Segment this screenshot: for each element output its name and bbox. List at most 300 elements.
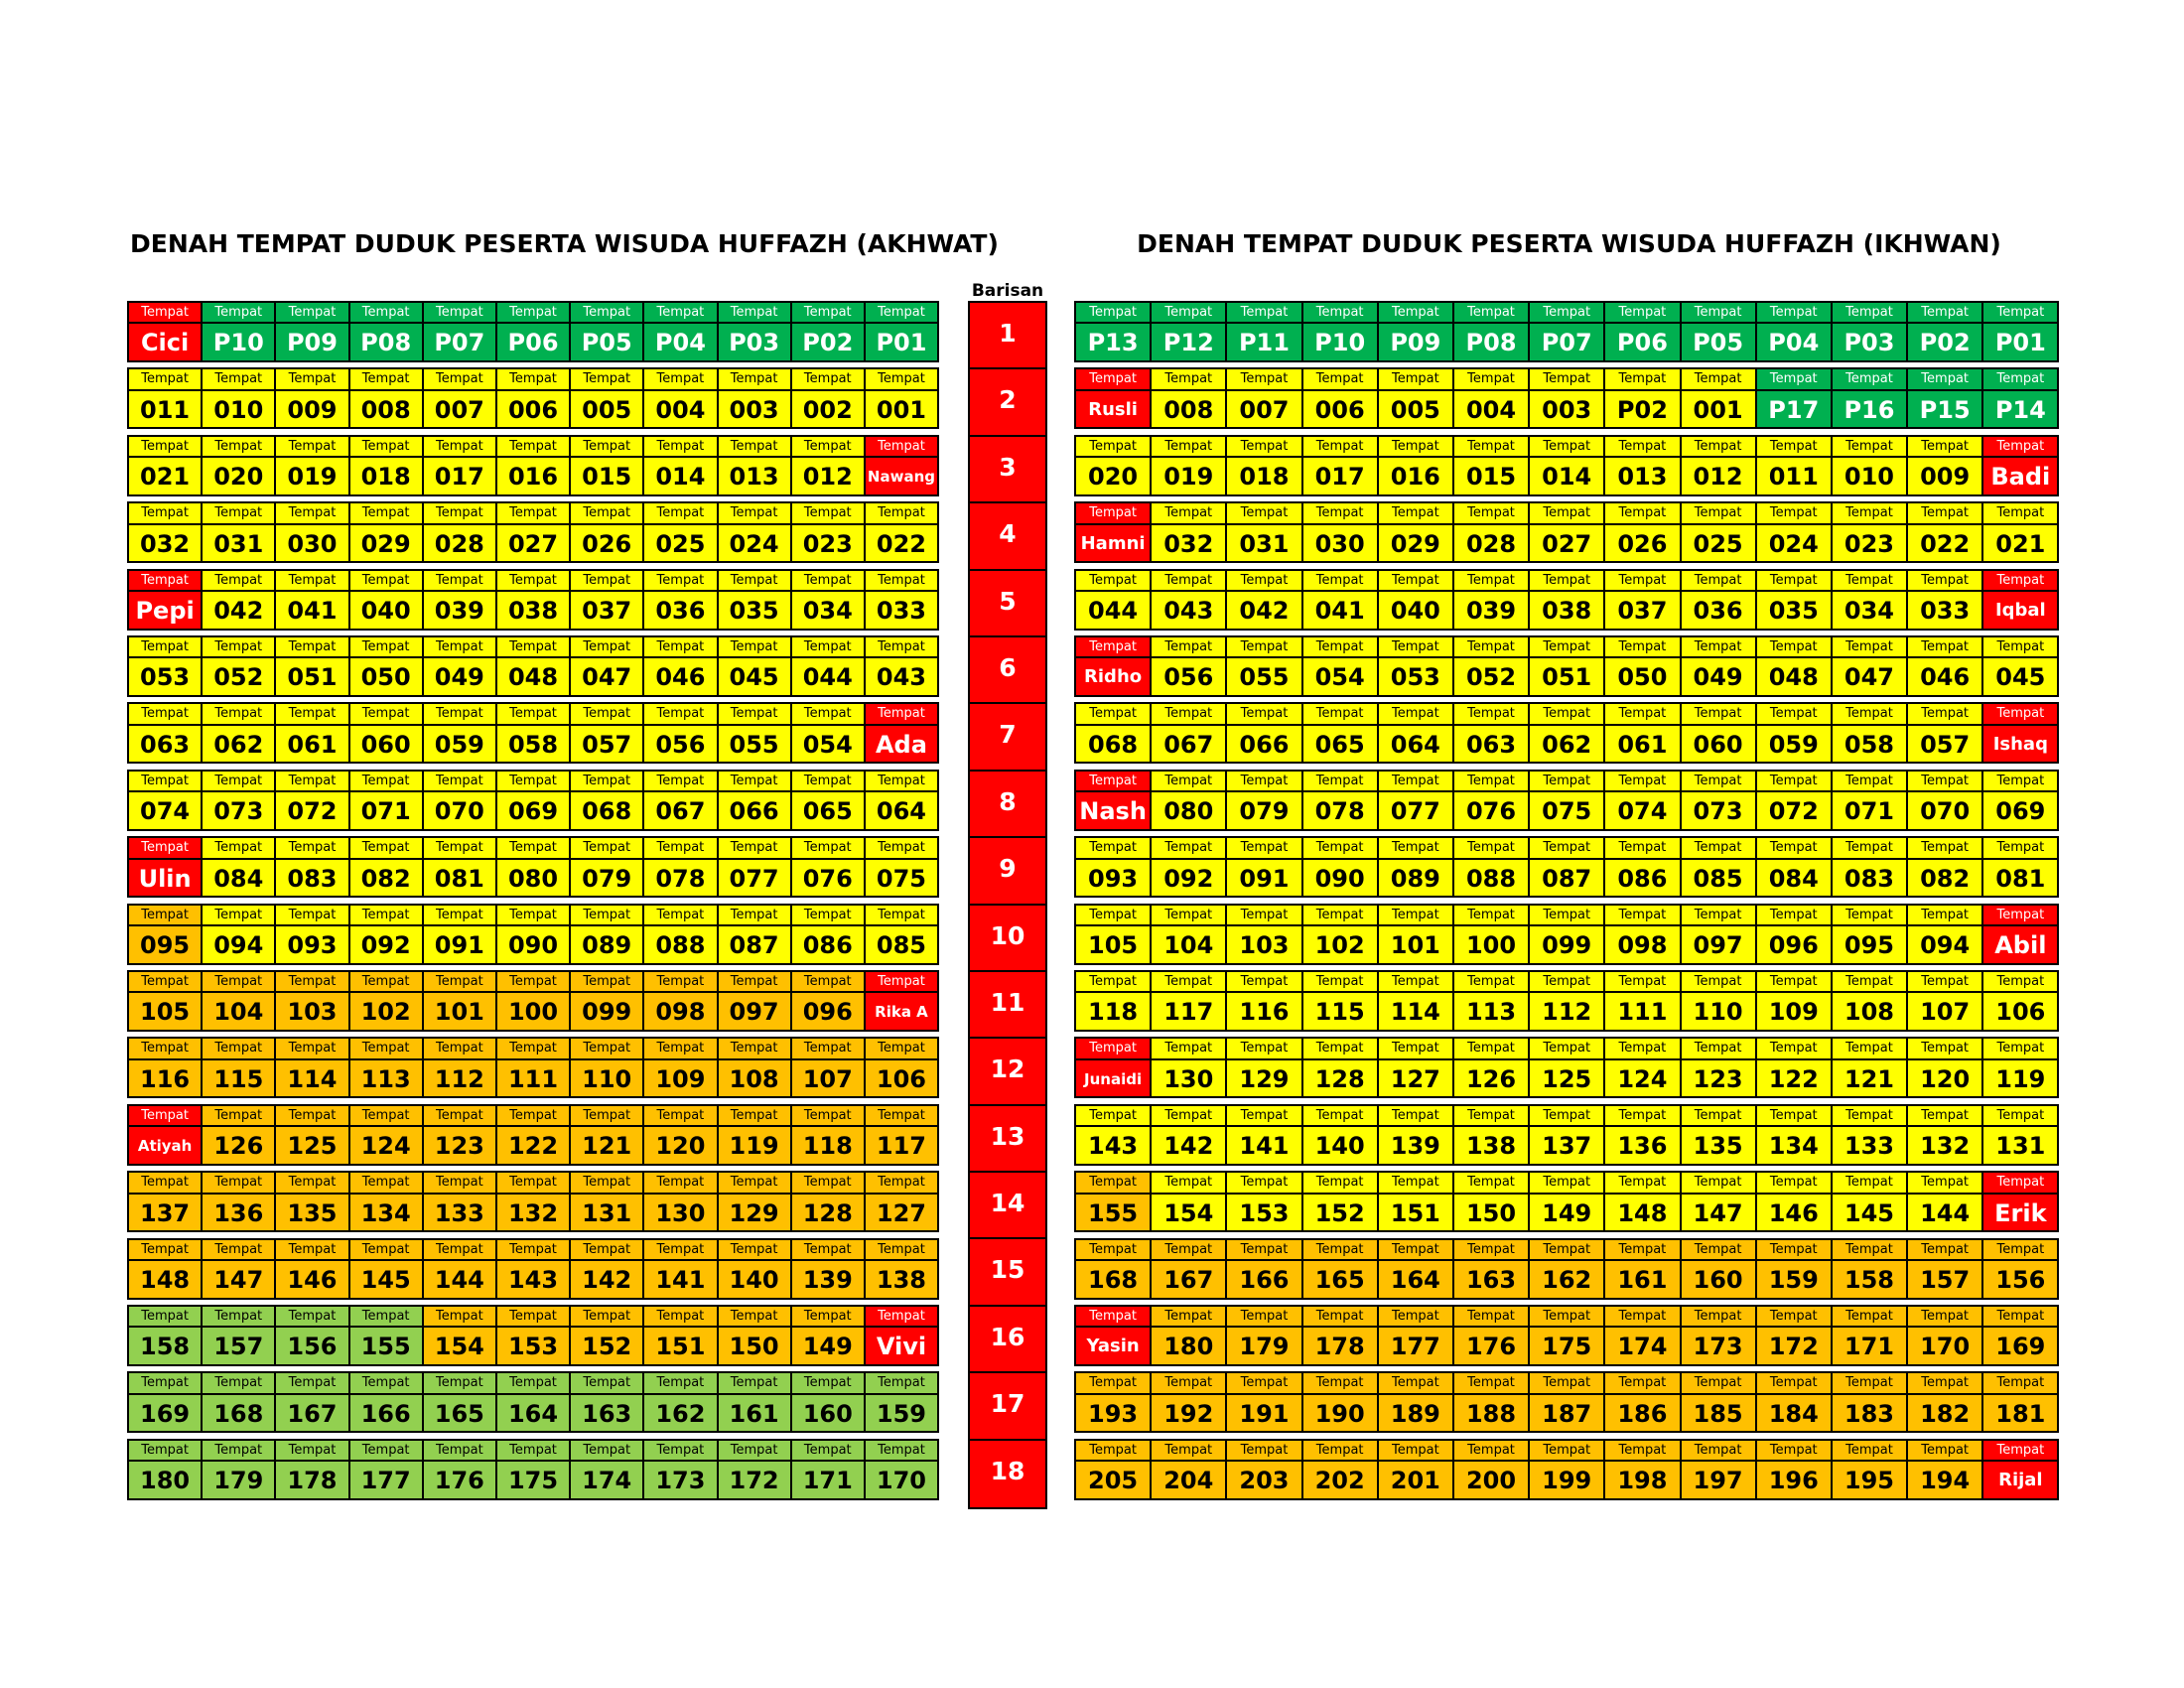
seat-cell: [1152, 972, 1225, 1030]
seat-label: Tempat: [1303, 772, 1377, 790]
seat-label: Tempat: [129, 1173, 201, 1192]
seat-label: Tempat: [571, 571, 642, 590]
seat-number: 013: [1605, 458, 1679, 494]
ikhwan-row-5: [1074, 569, 2059, 631]
seat-number: P12: [1152, 324, 1225, 360]
seat-number: 167: [276, 1395, 347, 1432]
seat-label: Tempat: [792, 1106, 864, 1125]
seat-cell: [1303, 637, 1377, 695]
seat-label: Tempat: [1303, 369, 1377, 388]
seat-number: 069: [1983, 792, 2057, 829]
seat-label: Tempat: [1454, 637, 1528, 656]
seat-cell: [1076, 1106, 1150, 1164]
seat-cell: [1303, 571, 1377, 629]
seat-label: Tempat: [1833, 772, 1906, 790]
seat-number: 053: [129, 658, 201, 695]
seat-label: Tempat: [276, 437, 347, 456]
seat-number: 017: [1303, 458, 1377, 494]
seat-number: 036: [1682, 592, 1755, 629]
seat-label: Tempat: [1908, 503, 1981, 522]
seat-cell: [1227, 369, 1300, 427]
seat-number: 087: [719, 926, 790, 963]
seat-number: 070: [1908, 792, 1981, 829]
barisan-row-number: 11: [970, 972, 1045, 1039]
seat-cell: [1303, 1307, 1377, 1364]
seat-number: 179: [203, 1462, 274, 1498]
seat-label: Tempat: [571, 1039, 642, 1057]
seat-number: 101: [1379, 926, 1452, 963]
seat-label: Tempat: [497, 1106, 569, 1125]
seat-cell: [203, 1173, 274, 1230]
ikhwan-row-7: [1074, 702, 2059, 764]
seat-cell: [129, 303, 201, 360]
seat-number: 049: [424, 658, 495, 695]
seat-label: Tempat: [866, 972, 937, 991]
seat-cell: [1379, 303, 1452, 360]
seat-number: 077: [719, 860, 790, 897]
seat-cell: [1682, 503, 1755, 561]
seat-label: Tempat: [497, 772, 569, 790]
seat-cell: [1983, 704, 2057, 762]
seat-number: 019: [1152, 458, 1225, 494]
seat-label: Tempat: [719, 1240, 790, 1259]
seat-number: 065: [1303, 726, 1377, 763]
seat-number: 132: [497, 1195, 569, 1231]
seat-label: Tempat: [1227, 1106, 1300, 1125]
seat-cell: [276, 1307, 347, 1364]
seat-number: 201: [1379, 1462, 1452, 1498]
seat-label: Tempat: [719, 571, 790, 590]
seat-label: Tempat: [350, 1441, 422, 1460]
seat-number: 144: [1908, 1195, 1981, 1231]
seat-number: 158: [1833, 1261, 1906, 1298]
seat-cell: [792, 1441, 864, 1498]
seat-cell: [129, 437, 201, 494]
seat-number: 097: [1682, 926, 1755, 963]
seat-label: Tempat: [1983, 906, 2057, 924]
seat-label: Tempat: [497, 1307, 569, 1326]
seat-number: 085: [1682, 860, 1755, 897]
seat-cell: [1530, 369, 1603, 427]
seat-number: 155: [350, 1328, 422, 1364]
seat-cell: [129, 1373, 201, 1431]
seat-cell: [1379, 1240, 1452, 1298]
seat-cell: [350, 972, 422, 1030]
seat-number: 111: [497, 1060, 569, 1097]
seat-cell: [644, 503, 716, 561]
seat-number: 177: [1379, 1328, 1452, 1364]
seat-number: 006: [1303, 391, 1377, 428]
seat-number: 018: [1227, 458, 1300, 494]
seat-cell: [571, 571, 642, 629]
seat-cell: [276, 571, 347, 629]
seat-cell: [1227, 1240, 1300, 1298]
seat-label: Tempat: [497, 838, 569, 857]
seat-label: Tempat: [1530, 1039, 1603, 1057]
barisan-row-number: 7: [970, 704, 1045, 771]
seat-number: 018: [350, 458, 422, 494]
seat-label: Tempat: [644, 303, 716, 322]
seat-label: Tempat: [129, 838, 201, 857]
seat-number: 003: [719, 391, 790, 428]
akhwat-title: DENAH TEMPAT DUDUK PESERTA WISUDA HUFFAZH (AKHWAT): [130, 229, 999, 258]
seat-label: Tempat: [1530, 1307, 1603, 1326]
ikhwan-row-13: [1074, 1104, 2059, 1166]
seat-label: Tempat: [1530, 1441, 1603, 1460]
seat-number: 015: [1454, 458, 1528, 494]
seat-number: 130: [644, 1195, 716, 1231]
seat-number: 174: [1605, 1328, 1679, 1364]
seat-number: 139: [792, 1261, 864, 1298]
seat-label: Tempat: [792, 704, 864, 723]
seat-number: 191: [1227, 1395, 1300, 1432]
seat-cell: [1530, 1106, 1603, 1164]
seat-number: 197: [1682, 1462, 1755, 1498]
seat-label: Tempat: [203, 1441, 274, 1460]
seat-cell: [350, 838, 422, 896]
seat-number: 011: [1757, 458, 1831, 494]
seat-cell: [1908, 303, 1981, 360]
seat-cell: [1682, 704, 1755, 762]
seat-cell: [1303, 972, 1377, 1030]
seat-label: Tempat: [1908, 437, 1981, 456]
seat-number: 168: [1076, 1261, 1150, 1298]
seat-cell: [203, 1106, 274, 1164]
seat-cell: [1076, 369, 1150, 427]
seat-cell: [1757, 1307, 1831, 1364]
seat-cell: [1076, 772, 1150, 829]
seat-number: P07: [1530, 324, 1603, 360]
seat-cell: [571, 503, 642, 561]
seat-label: Tempat: [719, 637, 790, 656]
seat-label: Tempat: [792, 571, 864, 590]
seat-cell: [1303, 1240, 1377, 1298]
seat-label: Tempat: [129, 303, 201, 322]
seat-label: Tempat: [1227, 303, 1300, 322]
seat-number: 175: [497, 1462, 569, 1498]
seat-label: Tempat: [497, 1373, 569, 1392]
seat-number: 066: [1227, 726, 1300, 763]
seat-label: Tempat: [497, 1173, 569, 1192]
seat-cell: [497, 772, 569, 829]
seat-cell: [1454, 772, 1528, 829]
seat-label: Tempat: [1227, 1307, 1300, 1326]
seat-cell: [719, 704, 790, 762]
seat-cell: [203, 369, 274, 427]
seat-label: Tempat: [1076, 1441, 1150, 1460]
barisan-row-number: 18: [990, 1456, 1025, 1485]
seat-cell: [203, 1307, 274, 1364]
seat-number: 163: [571, 1395, 642, 1432]
seat-number: 159: [1757, 1261, 1831, 1298]
seat-name: Rika A: [866, 993, 937, 1030]
seat-name: Ridho: [1076, 658, 1150, 695]
seat-label: Tempat: [1379, 303, 1452, 322]
akhwat-row-6: [127, 635, 939, 697]
seat-label: Tempat: [1682, 1441, 1755, 1460]
seat-label: Tempat: [1152, 906, 1225, 924]
seat-cell: [1983, 972, 2057, 1030]
seat-number: 060: [1682, 726, 1755, 763]
seat-label: Tempat: [1833, 303, 1906, 322]
seat-cell: [719, 1441, 790, 1498]
seat-cell: [203, 906, 274, 963]
seat-cell: [1303, 1173, 1377, 1230]
seat-number: 023: [792, 525, 864, 562]
akhwat-row-5: [127, 569, 939, 631]
seat-cell: [129, 1307, 201, 1364]
seat-number: 059: [424, 726, 495, 763]
seat-label: Tempat: [866, 838, 937, 857]
akhwat-row-11: [127, 970, 939, 1032]
seat-cell: [1227, 303, 1300, 360]
seat-label: Tempat: [1454, 1307, 1528, 1326]
seat-label: Tempat: [1605, 437, 1679, 456]
seat-cell: [1379, 1441, 1452, 1498]
seat-number: P03: [1833, 324, 1906, 360]
seat-number: 090: [497, 926, 569, 963]
seat-label: Tempat: [866, 1106, 937, 1125]
seat-number: 162: [1530, 1261, 1603, 1298]
seat-cell: [1757, 972, 1831, 1030]
seat-cell: [497, 369, 569, 427]
seat-label: Tempat: [1833, 1441, 1906, 1460]
seat-label: Tempat: [644, 1307, 716, 1326]
seat-number: P09: [276, 324, 347, 360]
seat-number: 021: [1983, 525, 2057, 562]
seat-cell: [497, 1039, 569, 1096]
ikhwan-row-4: [1074, 501, 2059, 563]
seat-number: 029: [350, 525, 422, 562]
seat-cell: [1983, 1307, 2057, 1364]
seat-number: 034: [792, 592, 864, 629]
seat-number: 154: [1152, 1195, 1225, 1231]
seat-cell: [1152, 838, 1225, 896]
seat-label: Tempat: [1983, 1039, 2057, 1057]
seat-cell: [1833, 1441, 1906, 1498]
seat-label: Tempat: [1833, 1173, 1906, 1192]
seat-number: 162: [644, 1395, 716, 1432]
seat-cell: [276, 1173, 347, 1230]
seat-cell: [203, 1373, 274, 1431]
seat-cell: [1908, 369, 1981, 427]
seat-cell: [1379, 637, 1452, 695]
seat-label: Tempat: [424, 1039, 495, 1057]
seat-cell: [1227, 1441, 1300, 1498]
seat-number: 096: [1757, 926, 1831, 963]
seat-cell: [644, 369, 716, 427]
seat-label: Tempat: [719, 1173, 790, 1192]
seat-cell: [424, 772, 495, 829]
seat-cell: [350, 1441, 422, 1498]
seat-cell: [792, 838, 864, 896]
seat-label: Tempat: [1682, 1307, 1755, 1326]
seat-label: Tempat: [719, 906, 790, 924]
seat-number: 103: [276, 993, 347, 1030]
seat-number: 009: [276, 391, 347, 428]
seat-cell: [424, 1441, 495, 1498]
seat-number: 116: [129, 1060, 201, 1097]
seat-number: 054: [792, 726, 864, 763]
seat-cell: [571, 772, 642, 829]
seat-number: 130: [1152, 1060, 1225, 1097]
seat-cell: [497, 906, 569, 963]
seat-number: 009: [1908, 458, 1981, 494]
seat-label: Tempat: [1605, 369, 1679, 388]
seat-cell: [866, 1373, 937, 1431]
seat-number: 141: [644, 1261, 716, 1298]
seat-cell: [497, 571, 569, 629]
seat-cell: [276, 972, 347, 1030]
seat-cell: [1076, 1173, 1150, 1230]
seat-cell: [1530, 503, 1603, 561]
seat-number: 094: [203, 926, 274, 963]
seat-number: 084: [1757, 860, 1831, 897]
seat-cell: [1757, 503, 1831, 561]
seat-cell: [1983, 503, 2057, 561]
seat-cell: [719, 571, 790, 629]
seat-number: 133: [1833, 1127, 1906, 1164]
seat-label: Tempat: [1833, 1373, 1906, 1392]
seat-number: 006: [497, 391, 569, 428]
seat-number: 187: [1530, 1395, 1603, 1432]
seat-label: Tempat: [1227, 503, 1300, 522]
seat-number: 131: [1983, 1127, 2057, 1164]
barisan-row-number: 8: [970, 772, 1045, 838]
seat-cell: [1983, 838, 2057, 896]
seat-cell: [276, 1441, 347, 1498]
seat-cell: [1076, 637, 1150, 695]
seat-cell: [1152, 1106, 1225, 1164]
seat-number: 188: [1454, 1395, 1528, 1432]
seat-number: 176: [424, 1462, 495, 1498]
seat-number: 073: [203, 792, 274, 829]
seat-label: Tempat: [1757, 972, 1831, 991]
seat-number: 136: [1605, 1127, 1679, 1164]
seat-label: Tempat: [644, 1039, 716, 1057]
seat-cell: [129, 369, 201, 427]
seat-label: Tempat: [129, 1441, 201, 1460]
seat-cell: [1076, 1441, 1150, 1498]
seat-cell: [1605, 1307, 1679, 1364]
seat-label: Tempat: [129, 369, 201, 388]
seat-cell: [497, 1240, 569, 1298]
seat-label: Tempat: [1454, 1373, 1528, 1392]
seat-label: Tempat: [129, 906, 201, 924]
seat-cell: [1605, 637, 1679, 695]
seat-cell: [129, 1106, 201, 1164]
seat-number: 098: [1605, 926, 1679, 963]
seat-label: Tempat: [1908, 1441, 1981, 1460]
seat-number: 172: [719, 1462, 790, 1498]
seat-cell: [644, 303, 716, 360]
seat-label: Tempat: [424, 437, 495, 456]
seat-cell: [1757, 1441, 1831, 1498]
seat-label: Tempat: [350, 704, 422, 723]
seat-number: 138: [866, 1261, 937, 1298]
seat-cell: [571, 1240, 642, 1298]
seat-cell: [1757, 906, 1831, 963]
seat-label: Tempat: [276, 1373, 347, 1392]
seat-cell: [497, 972, 569, 1030]
seat-number: 047: [571, 658, 642, 695]
seat-cell: [203, 704, 274, 762]
seat-cell: [203, 637, 274, 695]
seat-label: Tempat: [866, 637, 937, 656]
seat-label: Tempat: [644, 637, 716, 656]
seat-cell: [1303, 1373, 1377, 1431]
seat-label: Tempat: [1908, 838, 1981, 857]
seat-label: Tempat: [1605, 1106, 1679, 1125]
seat-cell: [1908, 1240, 1981, 1298]
seat-number: 178: [276, 1462, 347, 1498]
seat-cell: [424, 437, 495, 494]
seat-number: 064: [1379, 726, 1452, 763]
seat-label: Tempat: [792, 1173, 864, 1192]
seat-cell: [276, 369, 347, 427]
seat-cell: [1605, 571, 1679, 629]
seat-number: 021: [129, 458, 201, 494]
seat-cell: [1303, 906, 1377, 963]
seat-cell: [1908, 571, 1981, 629]
seat-number: P01: [1983, 324, 2057, 360]
seat-number: 081: [1983, 860, 2057, 897]
seat-number: 145: [350, 1261, 422, 1298]
seat-cell: [1605, 838, 1679, 896]
seat-number: P07: [424, 324, 495, 360]
ikhwan-title: DENAH TEMPAT DUDUK PESERTA WISUDA HUFFAZH (IKHWAN): [1137, 229, 2001, 258]
seat-number: 133: [424, 1195, 495, 1231]
seat-number: 156: [276, 1328, 347, 1364]
seat-label: Tempat: [1605, 972, 1679, 991]
seat-cell: [350, 437, 422, 494]
seat-cell: [1682, 1173, 1755, 1230]
seat-label: Tempat: [203, 906, 274, 924]
seat-number: 065: [792, 792, 864, 829]
seat-label: Tempat: [424, 1106, 495, 1125]
seat-cell: [571, 1441, 642, 1498]
seat-number: 042: [1227, 592, 1300, 629]
seat-label: Tempat: [424, 1441, 495, 1460]
seat-number: 165: [424, 1395, 495, 1432]
seat-number: 196: [1757, 1462, 1831, 1498]
seat-label: Tempat: [1757, 1441, 1831, 1460]
seat-number: 033: [866, 592, 937, 629]
seat-name: Badi: [1983, 458, 2057, 494]
seat-cell: [1454, 906, 1528, 963]
seat-number: 160: [792, 1395, 864, 1432]
seat-cell: [1983, 571, 2057, 629]
seat-label: Tempat: [719, 1106, 790, 1125]
seat-number: 003: [1530, 391, 1603, 428]
seat-label: Tempat: [276, 637, 347, 656]
seat-name: Atiyah: [129, 1127, 201, 1164]
seat-label: Tempat: [1757, 1106, 1831, 1125]
seat-number: 137: [1530, 1127, 1603, 1164]
seat-label: Tempat: [129, 704, 201, 723]
seat-label: Tempat: [1908, 303, 1981, 322]
seat-number: 095: [129, 926, 201, 963]
seat-number: 138: [1454, 1127, 1528, 1164]
seat-number: 103: [1227, 926, 1300, 963]
seat-cell: [276, 1240, 347, 1298]
seat-label: Tempat: [1682, 503, 1755, 522]
seat-label: Tempat: [1833, 637, 1906, 656]
seat-cell: [276, 303, 347, 360]
seat-number: 068: [1076, 726, 1150, 763]
seat-cell: [1152, 1441, 1225, 1498]
seat-number: 031: [203, 525, 274, 562]
